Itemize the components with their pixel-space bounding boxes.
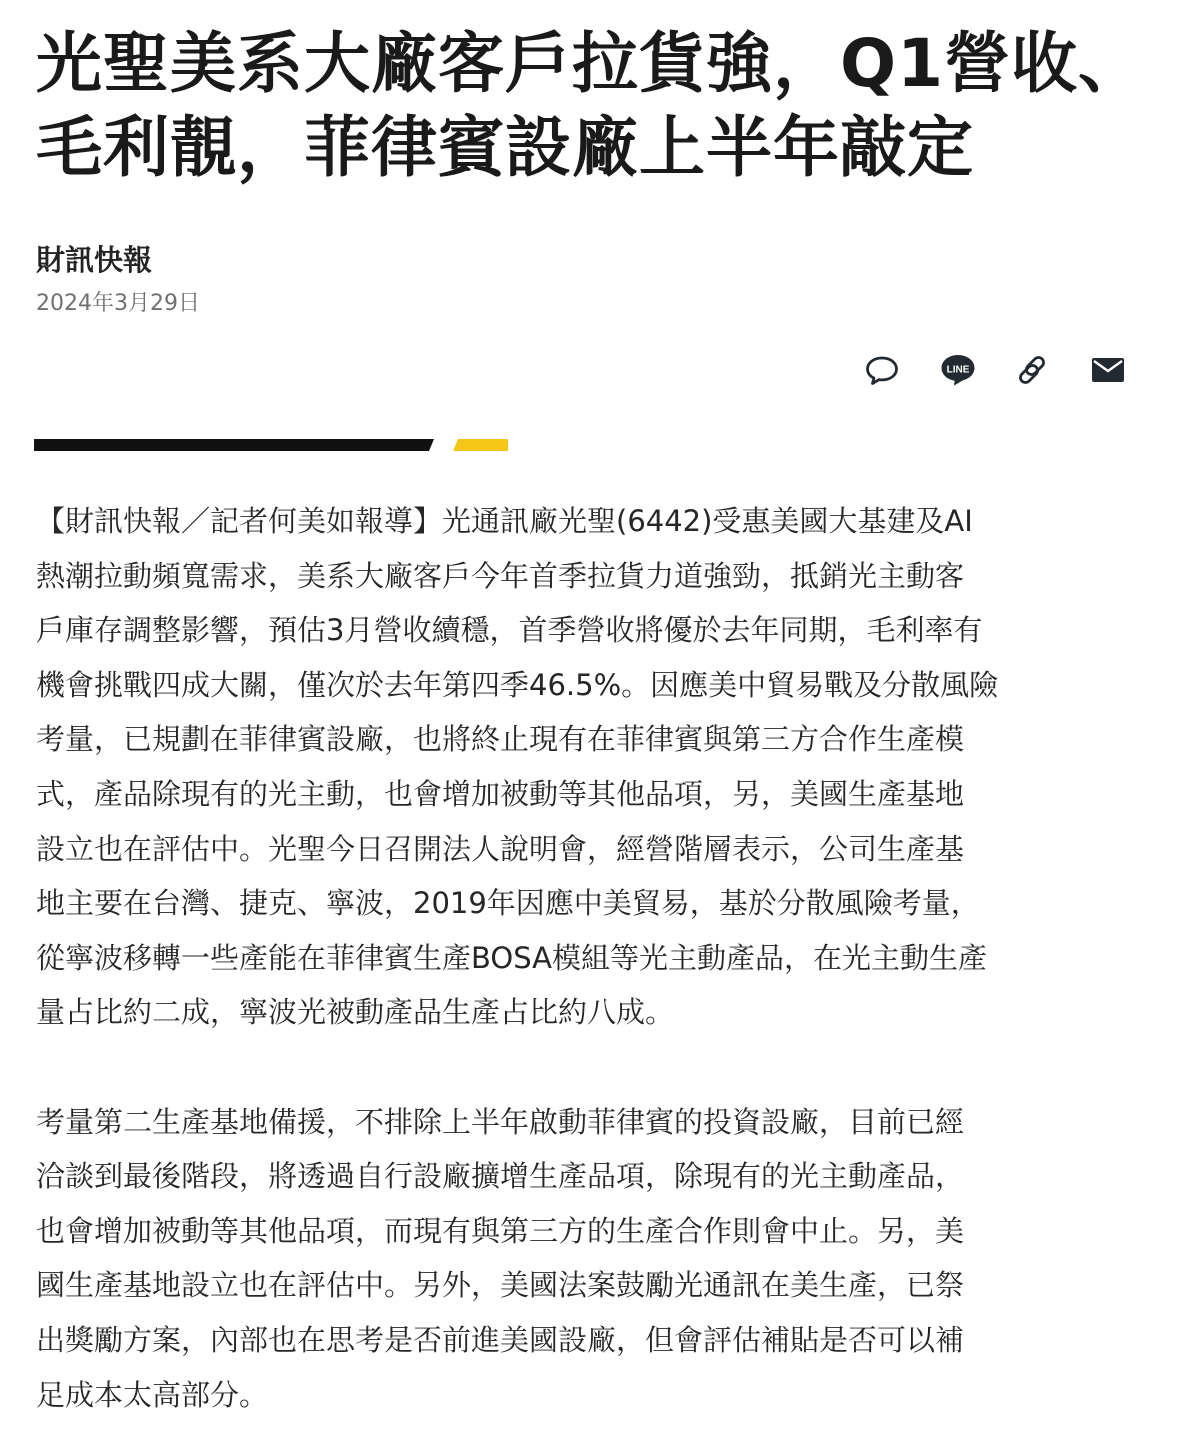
body-line: 考量，已規劃在菲律賓設廠，也將終止現有在菲律賓與第三方合作生產模 <box>36 722 965 757</box>
body-line: 足成本太高部分。 <box>36 1377 269 1412</box>
article-headline <box>36 22 1156 190</box>
body-line: 也會增加被動等其他品項，而現有與第三方的生產合作則會中止。另，美 <box>36 1213 965 1248</box>
line-share-button[interactable] <box>932 346 984 394</box>
body-line: 【財訊快報／記者何美如報導】光通訊廠光聖(6442)受惠美國大基建及AI <box>36 504 973 538</box>
share-toolbar <box>856 346 1136 394</box>
link-icon <box>1014 352 1050 388</box>
email-share-button[interactable] <box>1082 346 1134 394</box>
line-icon <box>939 352 977 388</box>
copy-link-button[interactable] <box>1006 346 1058 394</box>
divider-accent-bar <box>453 439 508 451</box>
body-line: 從寧波移轉一些產能在菲律賓生產BOSA模組等光主動產品，在光主動生產 <box>36 940 987 975</box>
headline-line: 光聖美系大廠客戶拉貨強，Q1營收、 <box>36 25 1146 102</box>
divider-primary-bar <box>34 439 434 451</box>
body-line: 考量第二生產基地備援，不排除上半年啟動菲律賓的投資設廠，目前已經 <box>36 1104 965 1139</box>
source-name[interactable]: 財訊快報 <box>36 243 153 277</box>
body-line: 洽談到最後階段，將透過自行設廠擴增生產品項，除現有的光主動產品， <box>36 1159 965 1194</box>
body-line: 出獎勵方案，內部也在思考是否前進美國設廠，但會評估補貼是否可以補 <box>36 1322 965 1357</box>
body-paragraph <box>36 1095 1076 1423</box>
body-line: 地主要在台灣、捷克、寧波，2019年因應中美貿易，基於分散風險考量， <box>36 886 980 921</box>
body-line: 戶庫存調整影響，預估3月營收續穩，首季營收將優於去年同期，毛利率有 <box>36 613 983 648</box>
article-body <box>36 494 1076 1422</box>
body-line: 熱潮拉動頻寬需求，美系大廠客戶今年首季拉貨力道強勁，抵銷光主動客 <box>36 558 965 593</box>
body-line: 機會挑戰四成大關，僅次於去年第四季46.5%。因應美中貿易戰及分散風險 <box>36 667 999 702</box>
body-line: 設立也在評估中。光聖今日召開法人說明會，經營階層表示，公司生產基 <box>36 831 965 866</box>
publish-date: 2024年3月29日 <box>36 291 200 316</box>
comment-icon <box>864 354 900 386</box>
body-line: 式，產品除現有的光主動，也會增加被動等其他品項，另，美國生產基地 <box>36 776 965 811</box>
comment-button[interactable] <box>856 346 908 394</box>
body-paragraph <box>36 494 1076 1040</box>
body-line: 量占比約二成，寧波光被動產品生產占比約八成。 <box>36 995 675 1030</box>
section-divider <box>34 437 514 453</box>
body-line: 國生產基地設立也在評估中。另外，美國法案鼓勵光通訊在美生產，已祭 <box>36 1268 965 1303</box>
svg-text:LINE: LINE <box>946 364 970 376</box>
headline-line: 毛利靚，菲律賓設廠上半年敲定 <box>36 109 974 186</box>
mail-icon <box>1091 357 1125 383</box>
